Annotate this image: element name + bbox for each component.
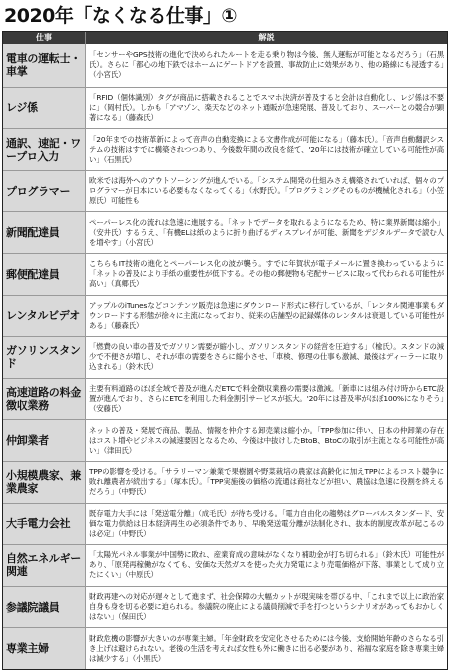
job-description — [86, 545, 447, 586]
table-row — [3, 44, 447, 87]
table-row — [3, 170, 447, 212]
job-description-text: こちらもIT技術の進化とペーパーレス化の波が襲う。すでに年賀状が電子メールに置き換わっているように「ネットの普及により手紙の重要性が低下する。その他の郵便物も宅配サービスに取って代わられる可能性が高い」（真郷氏） — [89, 259, 444, 289]
table-row — [3, 336, 447, 378]
job-name: 電車の運転士・車掌 — [3, 44, 86, 87]
job-name: 高速道路の料金徴収業務 — [3, 379, 86, 420]
job-description-text: 「センサーやGPS技術の進化で決められたルートを走る乗り物は今後、無人運転が可能となるだろう」（石黒氏）。さらに「都心の地下鉄ではホームにゲートドアを設置、事故防止に効果があり、他の路線にも浸透する」（小宮氏） — [89, 50, 444, 80]
job-description-text: 財政危機の影響が大きいのが専業主婦。「年金財政を安定化させるためには今後、支給開始年齢のさらなる引き上げは避けられない。老後の生活を考えれば女性も外に働きに出る必要があり、裕福な家庭を除き専業主婦は減少する」（小黒氏） — [89, 633, 444, 663]
job-description — [86, 296, 447, 337]
table-row — [3, 253, 447, 295]
table-row — [3, 87, 447, 129]
job-name: 郵便配達員 — [3, 254, 86, 295]
job-description-text: ペーパーレス化の流れは急速に進展する。「ネットでデータを取れるようになるため、特に業界新聞は縮小」（安井氏）するうえ、「有機ELは紙のように折り曲げるディスプレイが可能、新聞をデジタルデータで読む人を増やす」（小宮氏） — [89, 217, 444, 247]
page-title: 2020年「なくなる仕事」① — [4, 5, 237, 27]
table-row — [3, 586, 447, 628]
job-description-text: 「燃費の良い車の普及でガソリン需要が縮小し、ガソリンスタンドの経営を圧迫する」（楡氏）。スタンドの減少で不便さが増し、それが車の需要をさらに縮小させ、「車検、修理の仕事も激減、最後はディーラーに取り込まれる」（鈴木氏） — [89, 342, 444, 372]
job-name: 新聞配達員 — [3, 212, 86, 253]
job-name: レジ係 — [3, 88, 86, 129]
table-body — [3, 44, 447, 669]
table-header — [3, 32, 447, 44]
job-description — [86, 379, 447, 420]
job-description — [86, 504, 447, 545]
job-description-text: ネットの普及・発展で商品、製品、情報を仲介する卸売業は縮小か。「TPP参加に伴い、日本の仲卸業の存在はコスト増やビジネスの減速要因となるため、今後は中抜けしたBtoB、BtoCの取引が主流となる可能性が高い」（津田氏） — [89, 425, 444, 455]
job-name: 通訳、速記・ワープロ入力 — [3, 129, 86, 170]
job-name: 仲卸業者 — [3, 420, 86, 461]
job-description — [86, 88, 447, 129]
job-description — [86, 420, 447, 461]
job-description — [86, 171, 447, 212]
job-name: 自然エネルギー関連 — [3, 545, 86, 586]
job-description-text: 「RFID（個体識別）タグが商品に搭載されることでスマホ決済が普及すると会計は自動化し、レジ係は不要に」（岡村氏）。しかも「アマゾン、楽天などのネット通販が急速発展、普及しており、スーパーとの競合が顕著になる」（藤森氏） — [89, 92, 444, 122]
job-description — [86, 337, 447, 378]
table-row — [3, 211, 447, 253]
job-description-text: 「太陽光パネル事業が中国勢に敗れ、産業育成の意味がなくなり補助金が打ち切られる」（鈴木氏）可能性があり、「原発再稼働がなくても、安価な天然ガスを使った火力発電により売電価格が下落、事業として成り立たにくい」（中原氏） — [89, 550, 444, 580]
table-row — [3, 503, 447, 545]
job-description — [86, 587, 447, 628]
job-name: 専業主婦 — [3, 628, 86, 669]
job-description-text: 欧米では海外へのアウトソーシングが進んでいる。「システム開発の仕組みさえ構築されていれば、個々のプログラマーが日本にいる必要もなくなってくる」（水野氏）。「プログラミングそのものが機械化される」（小笠原氏）可能性も — [89, 176, 444, 206]
job-description-text: アップルのiTunesなどコンテンツ販売は急速にダウンロード形式に移行しているが、「レンタル関連事業もダウンロードする形態が徐々に主流になっており、従来の店舗型の記録媒体のレンタルは衰退している可能性がある」（藤森氏） — [89, 300, 444, 330]
job-description — [86, 129, 447, 170]
job-name: レンタルビデオ — [3, 296, 86, 337]
job-description-text: 既存電力大手には「発送電分離」（成毛氏）が待ち受ける。「電力自由化の趨勢はグローバルスタンダード、安価な電力供給は日本経済再生の必須条件であり、早晩発送電分離が法制化され、抜本的制度改革が起こるのは必定」（中野氏） — [89, 508, 444, 538]
job-name: 参議院議員 — [3, 587, 86, 628]
table-row — [3, 128, 447, 170]
job-description-text: 財政再建への対応が遅々として進まず、社会保障の大幅カットが現実味を帯びる中、「これまで以上に政治家自身も身を切る必要に迫られる。参議院の廃止による議員削減で手を打つというシナリオがあってもおかしくはない」（保田氏） — [89, 592, 444, 622]
table-row — [3, 461, 447, 503]
header-job: 仕事 — [3, 32, 86, 44]
table-row — [3, 627, 447, 669]
table-row — [3, 378, 447, 420]
job-name: プログラマー — [3, 171, 86, 212]
job-description — [86, 254, 447, 295]
job-name: 大手電力会社 — [3, 504, 86, 545]
table-row — [3, 295, 447, 337]
job-description — [86, 44, 447, 87]
job-description — [86, 462, 447, 503]
header-description: 解説 — [258, 33, 275, 42]
job-description-text: 「20年までの技術革新によって音声の自動変換による文書作成が可能になる」（藤本氏）。「音声自動翻訳システムの技術はすでに構築されつつあり、今後数年間の改良を経て、'20年には技術が確立している可能性が高い」（石黒氏） — [89, 134, 444, 164]
job-description — [86, 212, 447, 253]
table-row — [3, 544, 447, 586]
job-description-text: 主要有料道路のほぼ全域で普及が進んだETCで料金徴収業務の需要は激減。「新車には組み付け時からETC設置が進んでおり、さらにETCを利用した料金割引サービスが拡大。'20年には普及率がほぼ100%になりそう」（安藤氏） — [89, 384, 444, 414]
job-description — [86, 628, 447, 669]
job-name: ガソリンスタンド — [3, 337, 86, 378]
jobs-table — [2, 31, 448, 670]
table-row — [3, 419, 447, 461]
job-name: 小規模農家、兼業農家 — [3, 462, 86, 503]
job-description-text: TPPの影響を受ける。「サラリーマン兼業で果樹園や野菜栽培の農家は高齢化に加えTPPによるコスト競争に敗れ離農者が続出する」（塚本氏）。「TPP実施後の価格の流通は商社などが担い、農協は急速に役割を終えるだろう」（中野氏） — [89, 467, 444, 497]
